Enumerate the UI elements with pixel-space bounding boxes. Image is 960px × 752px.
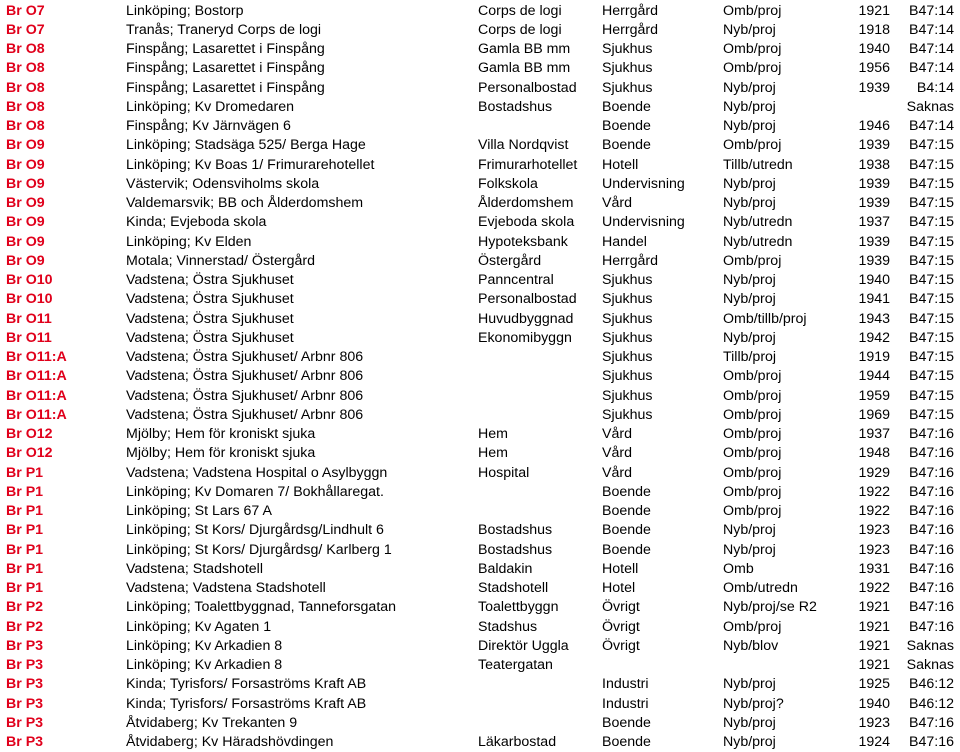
table-row <box>0 521 960 540</box>
category-cell: Sjukhus <box>602 60 653 77</box>
record-id: Br O8 <box>6 79 45 96</box>
table-row <box>0 348 960 367</box>
action-cell: Nyb/proj <box>723 195 776 211</box>
year-cell: 1939 <box>858 252 890 269</box>
reference-cell: B47:15 <box>909 214 954 231</box>
category-cell: Vård <box>602 464 632 481</box>
building-cell: Corps de logi <box>478 2 562 19</box>
record-id: Br P3 <box>6 637 44 654</box>
place-cell: Åtvidaberg; Kv Trekanten 9 <box>126 714 298 731</box>
category-cell: Undervisning <box>602 175 685 192</box>
place-cell: Vadstena; Östra Sjukhuset/ Arbnr 806 <box>126 406 364 423</box>
record-id: Br O10 <box>6 291 53 308</box>
record-id: Br O8 <box>6 60 45 77</box>
action-cell: Nyb/proj <box>723 79 776 96</box>
record-id: Br O10 <box>6 272 53 288</box>
reference-cell: B47:15 <box>909 272 954 288</box>
year-cell: 1940 <box>858 695 890 712</box>
table-row <box>0 59 960 78</box>
action-cell: Nyb/proj? <box>723 695 784 712</box>
year-cell: 1939 <box>858 175 890 192</box>
place-cell: Tranås; Traneryd Corps de logi <box>126 21 322 38</box>
category-cell: Övrigt <box>602 618 640 635</box>
table-row <box>0 310 960 329</box>
action-cell: Omb/proj <box>723 252 782 269</box>
place-cell: Vadstena; Östra Sjukhuset <box>126 272 294 288</box>
place-cell: Vadstena; Östra Sjukhuset <box>126 310 294 327</box>
reference-cell: B47:15 <box>909 291 954 308</box>
year-cell: 1940 <box>858 272 890 288</box>
place-cell: Mjölby; Hem för kroniskt sjuka <box>126 445 316 462</box>
action-cell: Nyb/proj <box>723 329 776 346</box>
action-cell: Omb/proj <box>723 483 782 500</box>
category-cell: Sjukhus <box>602 272 653 288</box>
place-cell: Vadstena; Östra Sjukhuset/ Arbnr 806 <box>126 387 364 404</box>
table-row <box>0 21 960 40</box>
category-cell: Övrigt <box>602 599 640 616</box>
year-cell: 1921 <box>858 657 890 673</box>
action-cell: Nyb/blov <box>723 637 779 654</box>
year-cell: 1937 <box>858 426 890 442</box>
table-row <box>0 2 960 21</box>
year-cell: 1943 <box>858 310 890 327</box>
table-row <box>0 579 960 598</box>
year-cell: 1931 <box>858 560 890 577</box>
record-id: Br O11 <box>6 310 52 327</box>
category-cell: Boende <box>602 483 651 500</box>
action-cell: Tillb/proj <box>723 349 777 365</box>
table-row <box>0 117 960 136</box>
action-cell: Nyb/proj <box>723 175 776 192</box>
category-cell: Hotell <box>602 156 639 173</box>
table-row <box>0 598 960 617</box>
building-cell: Bostadshus <box>478 98 553 115</box>
category-cell: Boende <box>602 118 651 134</box>
building-cell: Huvudbyggnad <box>478 310 574 327</box>
category-cell: Sjukhus <box>602 310 653 327</box>
building-cell: Hem <box>478 426 508 442</box>
building-cell: Villa Nordqvist <box>478 137 569 154</box>
record-id: Br O8 <box>6 118 45 134</box>
reference-cell: B47:16 <box>909 522 954 539</box>
action-cell: Nyb/proj <box>723 734 776 750</box>
building-cell: Folkskola <box>478 175 538 192</box>
category-cell: Industri <box>602 676 649 693</box>
record-id: Br O12 <box>6 426 53 442</box>
table-row <box>0 329 960 348</box>
reference-cell: B47:15 <box>909 137 954 154</box>
category-cell: Sjukhus <box>602 41 653 57</box>
action-cell: Nyb/proj <box>723 676 776 693</box>
building-cell: Teatergatan <box>478 657 553 673</box>
building-cell: Baldakin <box>478 560 533 577</box>
category-cell: Vård <box>602 195 632 211</box>
building-cell: Hospital <box>478 464 530 481</box>
record-id: Br P3 <box>6 657 44 673</box>
year-cell: 1921 <box>858 2 890 19</box>
reference-cell: B47:14 <box>909 2 954 19</box>
place-cell: Vadstena; Östra Sjukhuset <box>126 329 294 346</box>
place-cell: Linköping; Stadsäga 525/ Berga Hage <box>126 137 366 154</box>
category-cell: Övrigt <box>602 637 640 654</box>
year-cell: 1939 <box>858 233 890 250</box>
year-cell: 1922 <box>858 483 890 500</box>
record-id: Br P1 <box>6 464 44 481</box>
reference-cell: B47:15 <box>909 195 954 211</box>
year-cell: 1959 <box>858 387 890 404</box>
action-cell: Omb/proj <box>723 41 782 57</box>
table-row <box>0 425 960 444</box>
place-cell: Vadstena; Östra Sjukhuset <box>126 291 294 308</box>
year-cell: 1921 <box>858 618 890 635</box>
category-cell: Hotel <box>602 580 636 596</box>
reference-cell: B47:16 <box>909 483 954 500</box>
category-cell: Sjukhus <box>602 79 653 96</box>
place-cell: Finspång; Kv Järnvägen 6 <box>126 118 291 134</box>
record-id: Br P1 <box>6 522 44 539</box>
reference-cell: B47:15 <box>909 252 954 269</box>
place-cell: Kinda; Tyrisfors/ Forsaströms Kraft AB <box>126 695 367 712</box>
reference-cell: Saknas <box>906 637 954 654</box>
year-cell: 1941 <box>858 291 890 308</box>
year-cell: 1948 <box>858 445 890 462</box>
record-id: Br O9 <box>6 233 45 250</box>
reference-cell: B47:14 <box>909 41 954 57</box>
place-cell: Vadstena; Stadshotell <box>126 560 263 577</box>
category-cell: Hotell <box>602 560 639 577</box>
building-cell: Stadshotell <box>478 580 549 596</box>
action-cell: Nyb/proj/se R2 <box>723 599 817 616</box>
table-row <box>0 675 960 694</box>
place-cell: Linköping; Kv Dromedaren <box>126 98 294 115</box>
table-row <box>0 464 960 483</box>
table-row <box>0 40 960 59</box>
place-cell: Valdemarsvik; BB och Ålderdomshem <box>126 195 364 211</box>
category-cell: Sjukhus <box>602 387 653 404</box>
action-cell: Nyb/proj <box>723 522 776 539</box>
action-cell: Nyb/utredn <box>723 233 793 250</box>
table-row <box>0 618 960 637</box>
place-cell: Linköping; Kv Boas 1/ Frimurarehotellet <box>126 156 375 173</box>
action-cell: Nyb/utredn <box>723 214 793 231</box>
record-id: Br P3 <box>6 676 44 693</box>
reference-cell: B47:16 <box>909 464 954 481</box>
place-cell: Linköping; Kv Elden <box>126 233 252 250</box>
year-cell: 1938 <box>858 156 890 173</box>
action-cell: Omb <box>723 560 754 577</box>
place-cell: Linköping; Kv Arkadien 8 <box>126 637 283 654</box>
category-cell: Industri <box>602 695 649 712</box>
reference-cell: B47:16 <box>909 714 954 731</box>
action-cell: Omb/proj <box>723 618 782 635</box>
year-cell: 1939 <box>858 195 890 211</box>
building-cell: Hem <box>478 445 508 462</box>
action-cell: Omb/proj <box>723 137 782 154</box>
year-cell: 1944 <box>858 368 890 385</box>
table-row <box>0 136 960 155</box>
building-cell: Östergård <box>478 252 542 269</box>
place-cell: Finspång; Lasarettet i Finspång <box>126 79 325 96</box>
place-cell: Kinda; Evjeboda skola <box>126 214 267 231</box>
place-cell: Västervik; Odensviholms skola <box>126 175 320 192</box>
reference-cell: Saknas <box>906 657 954 673</box>
year-cell: 1925 <box>858 676 890 693</box>
place-cell: Linköping; St Kors/ Djurgårdsg/Lindhult 6 <box>126 522 384 539</box>
reference-cell: B47:15 <box>909 310 954 327</box>
reference-cell: B46:12 <box>909 676 954 693</box>
record-id: Br O11:A <box>6 349 67 365</box>
table-row <box>0 695 960 714</box>
action-cell: Omb/proj <box>723 503 782 519</box>
category-cell: Vård <box>602 426 632 442</box>
action-cell: Nyb/proj <box>723 291 776 308</box>
reference-cell: B47:15 <box>909 233 954 250</box>
record-id: Br O9 <box>6 137 45 154</box>
action-cell: Omb/proj <box>723 445 782 462</box>
year-cell: 1939 <box>858 137 890 154</box>
building-cell: Ekonomibyggn <box>478 329 572 346</box>
place-cell: Linköping; St Lars 67 A <box>126 503 272 519</box>
year-cell: 1921 <box>858 637 890 654</box>
table-row <box>0 483 960 502</box>
table-row <box>0 714 960 733</box>
action-cell: Omb/proj <box>723 368 782 385</box>
reference-cell: B47:15 <box>909 349 954 365</box>
record-id: Br P3 <box>6 734 44 750</box>
table-row <box>0 367 960 386</box>
building-cell: Hypoteksbank <box>478 233 568 250</box>
record-id: Br P1 <box>6 560 44 577</box>
reference-cell: Saknas <box>906 98 954 115</box>
building-cell: Ålderdomshem <box>478 195 574 211</box>
action-cell: Omb/proj <box>723 387 782 404</box>
place-cell: Åtvidaberg; Kv Häradshövdingen <box>126 734 334 750</box>
action-cell: Nyb/proj <box>723 714 776 731</box>
table-row <box>0 98 960 117</box>
category-cell: Undervisning <box>602 214 685 231</box>
place-cell: Linköping; Kv Arkadien 8 <box>126 657 283 673</box>
record-id: Br O11:A <box>6 406 67 423</box>
building-cell: Toalettbyggn <box>478 599 559 616</box>
year-cell: 1923 <box>858 522 890 539</box>
building-cell: Gamla BB mm <box>478 60 571 77</box>
table-row <box>0 213 960 232</box>
table-row <box>0 541 960 560</box>
record-id: Br O7 <box>6 21 45 38</box>
record-id: Br P2 <box>6 599 44 616</box>
year-cell: 1969 <box>858 406 890 423</box>
table-row <box>0 271 960 290</box>
record-id: Br O8 <box>6 98 45 115</box>
table-row <box>0 502 960 521</box>
action-cell: Nyb/proj <box>723 541 776 558</box>
category-cell: Boende <box>602 734 651 750</box>
table-row <box>0 233 960 252</box>
place-cell: Vadstena; Vadstena Hospital o Asylbyggn <box>126 464 388 481</box>
action-cell: Omb/proj <box>723 464 782 481</box>
record-id: Br P1 <box>6 541 44 558</box>
record-id: Br O9 <box>6 195 45 211</box>
building-cell: Panncentral <box>478 272 554 288</box>
record-id: Br P3 <box>6 695 44 712</box>
record-id: Br O9 <box>6 252 45 269</box>
action-cell: Nyb/proj <box>723 118 776 134</box>
year-cell: 1924 <box>858 734 890 750</box>
year-cell: 1929 <box>858 464 890 481</box>
reference-cell: B47:16 <box>909 445 954 462</box>
category-cell: Sjukhus <box>602 406 653 423</box>
reference-cell: B47:16 <box>909 426 954 442</box>
year-cell: 1942 <box>858 329 890 346</box>
record-id: Br P3 <box>6 714 44 731</box>
reference-cell: B47:16 <box>909 599 954 616</box>
category-cell: Boende <box>602 503 651 519</box>
record-id: Br O8 <box>6 41 45 57</box>
reference-cell: B47:14 <box>909 60 954 77</box>
category-cell: Handel <box>602 233 647 250</box>
action-cell: Nyb/proj <box>723 21 776 38</box>
reference-cell: B47:16 <box>909 560 954 577</box>
action-cell: Omb/tillb/proj <box>723 310 807 327</box>
table-row <box>0 387 960 406</box>
reference-cell: B47:14 <box>909 118 954 134</box>
action-cell: Omb/proj <box>723 60 782 77</box>
table-row <box>0 560 960 579</box>
place-cell: Linköping; Kv Agaten 1 <box>126 618 272 635</box>
reference-cell: B4:14 <box>916 79 954 96</box>
table-row <box>0 290 960 309</box>
reference-cell: B47:15 <box>909 175 954 192</box>
table-row <box>0 637 960 656</box>
record-id: Br O9 <box>6 156 45 173</box>
building-cell: Direktör Uggla <box>478 637 569 654</box>
reference-cell: B47:15 <box>909 387 954 404</box>
record-id: Br P1 <box>6 580 44 596</box>
reference-cell: B47:15 <box>909 368 954 385</box>
place-cell: Linköping; Kv Domaren 7/ Bokhållaregat. <box>126 483 384 500</box>
record-id: Br O12 <box>6 445 53 462</box>
building-cell: Bostadshus <box>478 541 553 558</box>
year-cell: 1918 <box>858 21 890 38</box>
year-cell: 1939 <box>858 79 890 96</box>
place-cell: Kinda; Tyrisfors/ Forsaströms Kraft AB <box>126 676 367 693</box>
reference-cell: B47:15 <box>909 406 954 423</box>
year-cell: 1921 <box>858 599 890 616</box>
record-id: Br O9 <box>6 175 45 192</box>
record-id: Br O11:A <box>6 387 67 404</box>
building-cell: Gamla BB mm <box>478 41 571 57</box>
action-cell: Omb/utredn <box>723 580 798 596</box>
record-id: Br P1 <box>6 483 44 500</box>
table-row <box>0 156 960 175</box>
place-cell: Vadstena; Vadstena Stadshotell <box>126 580 326 596</box>
category-cell: Boende <box>602 98 651 115</box>
category-cell: Sjukhus <box>602 329 653 346</box>
building-cell: Läkarbostad <box>478 734 557 750</box>
year-cell: 1946 <box>858 118 890 134</box>
category-cell: Sjukhus <box>602 368 653 385</box>
reference-cell: B46:12 <box>909 695 954 712</box>
year-cell: 1937 <box>858 214 890 231</box>
reference-cell: B47:14 <box>909 21 954 38</box>
category-cell: Herrgård <box>602 21 658 38</box>
reference-cell: B47:15 <box>909 156 954 173</box>
record-id: Br P2 <box>6 618 44 635</box>
place-cell: Linköping; Bostorp <box>126 2 244 19</box>
building-cell: Personalbostad <box>478 79 577 96</box>
building-cell: Corps de logi <box>478 21 562 38</box>
action-cell: Tillb/utredn <box>723 156 793 173</box>
place-cell: Mjölby; Hem för kroniskt sjuka <box>126 426 316 442</box>
year-cell: 1919 <box>858 349 890 365</box>
action-cell: Omb/proj <box>723 2 782 19</box>
record-id: Br O7 <box>6 2 45 19</box>
building-cell: Personalbostad <box>478 291 577 308</box>
year-cell: 1923 <box>858 541 890 558</box>
table-row <box>0 252 960 271</box>
category-cell: Boende <box>602 541 651 558</box>
reference-cell: B47:16 <box>909 503 954 519</box>
year-cell: 1922 <box>858 580 890 596</box>
reference-cell: B47:16 <box>909 734 954 750</box>
action-cell: Nyb/proj <box>723 272 776 288</box>
place-cell: Motala; Vinnerstad/ Östergård <box>126 252 316 269</box>
record-id: Br O9 <box>6 214 45 231</box>
category-cell: Sjukhus <box>602 291 653 308</box>
table-row <box>0 194 960 213</box>
reference-cell: B47:16 <box>909 618 954 635</box>
table-row <box>0 656 960 675</box>
place-cell: Linköping; Toalettbyggnad, Tanneforsgatan <box>126 599 397 616</box>
table-row <box>0 444 960 463</box>
building-cell: Evjeboda skola <box>478 214 575 231</box>
year-cell: 1922 <box>858 503 890 519</box>
reference-cell: B47:15 <box>909 329 954 346</box>
category-cell: Boende <box>602 137 651 154</box>
year-cell: 1940 <box>858 41 890 57</box>
year-cell: 1956 <box>858 60 890 77</box>
record-id: Br O11:A <box>6 368 67 385</box>
category-cell: Herrgård <box>602 252 658 269</box>
place-cell: Vadstena; Östra Sjukhuset/ Arbnr 806 <box>126 368 364 385</box>
record-id: Br O11 <box>6 329 52 346</box>
table-row <box>0 79 960 98</box>
action-cell: Omb/proj <box>723 426 782 442</box>
category-cell: Boende <box>602 522 651 539</box>
building-cell: Frimurarhotellet <box>478 156 578 173</box>
place-cell: Finspång; Lasarettet i Finspång <box>126 41 325 57</box>
category-cell: Boende <box>602 714 651 731</box>
table-row <box>0 733 960 752</box>
category-cell: Vård <box>602 445 632 462</box>
record-id: Br P1 <box>6 503 44 519</box>
action-cell: Nyb/proj <box>723 98 776 115</box>
reference-cell: B47:16 <box>909 541 954 558</box>
action-cell: Omb/proj <box>723 406 782 423</box>
table-row <box>0 406 960 425</box>
place-cell: Finspång; Lasarettet i Finspång <box>126 60 325 77</box>
year-cell: 1923 <box>858 714 890 731</box>
place-cell: Linköping; St Kors/ Djurgårdsg/ Karlberg 1 <box>126 541 392 558</box>
category-cell: Herrgård <box>602 2 658 19</box>
table-row <box>0 175 960 194</box>
building-cell: Bostadshus <box>478 522 553 539</box>
place-cell: Vadstena; Östra Sjukhuset/ Arbnr 806 <box>126 349 364 365</box>
building-cell: Stadshus <box>478 618 538 635</box>
reference-cell: B47:16 <box>909 580 954 596</box>
category-cell: Sjukhus <box>602 349 653 365</box>
